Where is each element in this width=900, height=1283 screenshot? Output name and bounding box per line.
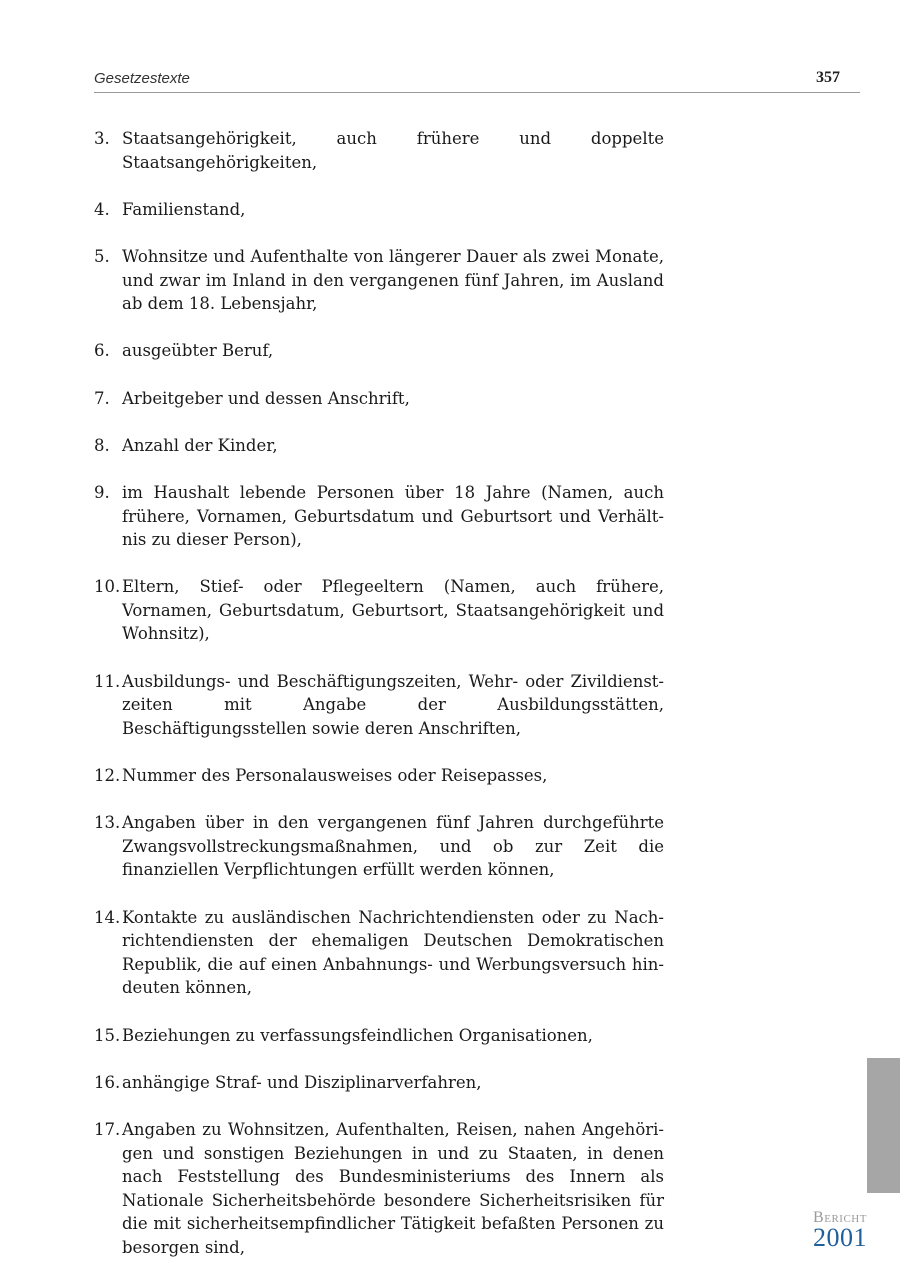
item-text: Staatsangehörigkeit, auch frühere und doppelte Staatsangehörigkeiten,: [122, 129, 664, 172]
item-number: 9.: [94, 482, 110, 502]
item-text: Ausbildungs- und Beschäftigungszeiten, Wehr- oder Zivildienstzeiten mit Angabe der Ausbildungsstätten, Beschäftigungsstellen sowie deren Anschriften,: [122, 671, 664, 738]
item-text: im Haushalt lebende Personen über 18 Jahre (Namen, auch frühere, Vornamen, Geburtsdatum und Geburtsort und Verhältnis zu dieser Person),: [122, 482, 664, 550]
item-number: 5.: [94, 246, 110, 266]
item-number: 3.: [94, 129, 110, 148]
report-logo: [800, 1210, 880, 1250]
item-number: 13.: [94, 813, 121, 833]
chapter-side-tab: [867, 1058, 900, 1193]
list-item: [94, 1118, 664, 1260]
item-text: Kontakte zu ausländischen Nachrichtendiensten oder zu Nachrichtendiensten der ehemaligen Deutschen Demokratischen Republik, die auf einen Anbahnungs- und Werbungsversuch hindeuten können,: [122, 907, 664, 998]
item-number: 6.: [94, 341, 110, 361]
item-text: Arbeitgeber und dessen Anschrift,: [122, 388, 410, 408]
item-text: Anzahl der Kinder,: [122, 435, 278, 455]
logo-word: Bericht: [813, 1209, 867, 1226]
item-number: 12.: [94, 766, 121, 786]
item-text: Nummer des Personalausweises oder Reisepasses,: [122, 766, 548, 786]
running-title: Gesetzestexte: [94, 70, 190, 87]
item-text: anhängige Straf- und Disziplinarverfahren,: [122, 1072, 482, 1092]
item-number: 15.: [94, 1025, 121, 1045]
item-number: 17.: [94, 1119, 121, 1139]
logo-year: 2001: [813, 1223, 867, 1252]
list-item: [94, 1024, 664, 1048]
page-number: 357: [816, 69, 840, 86]
list-item: [94, 764, 664, 788]
item-text: Angaben zu Wohnsitzen, Aufenthalten, Reisen, nahen Angehörigen und sonstigen Beziehungen in und zu Staaten, in denen nach Feststellung des Bundesministeriums des Innern als Nationale Sicherheitsbehörde besondere Sicherheitsrisiken für die mit sicherheitsempfindlicher Tätigkeit befaßten Personen zu besorgen sind,: [122, 1119, 664, 1257]
list-item: [94, 387, 664, 411]
list-item: [94, 670, 664, 741]
item-text: Wohnsitze und Aufenthalte von längerer Dauer als zwei Monate, und zwar im Inland in den vergangenen fünf Jahren, im Ausland ab dem 18. Lebensjahr,: [122, 246, 664, 314]
item-text: Angaben über in den vergangenen fünf Jahren durchgeführte Zwangsvollstreckungsmaßnahmen, und ob zur Zeit die finanziellen Verpflichtungen erfüllt werden können,: [122, 813, 664, 880]
item-number: 16.: [94, 1072, 121, 1092]
item-number: 8.: [94, 435, 110, 455]
list-item: [94, 811, 664, 882]
list-item: [94, 906, 664, 1000]
list-item: [94, 434, 664, 458]
list-item: [94, 1071, 664, 1095]
item-text: Eltern, Stief- oder Pflegeeltern (Namen, auch frühere, Vornamen, Geburtsdatum, Geburtsort, Staatsangehörigkeit und Wohnsitz),: [122, 577, 664, 644]
item-text: Beziehungen zu verfassungsfeindlichen Organisationen,: [122, 1025, 593, 1045]
page-header: [94, 70, 860, 93]
item-number: 11.: [94, 671, 121, 691]
list-item: [94, 481, 664, 552]
item-text: ausgeübter Beruf,: [122, 341, 274, 361]
list-item: [94, 339, 664, 363]
list-item: [94, 198, 664, 222]
list-item: [94, 127, 664, 174]
item-number: 4.: [94, 199, 110, 219]
list-item: [94, 575, 664, 646]
item-number: 10.: [94, 577, 121, 597]
item-number: 7.: [94, 388, 110, 408]
requirements-list: [94, 127, 664, 1283]
item-text: Familienstand,: [122, 199, 246, 219]
item-number: 14.: [94, 907, 121, 927]
list-item: [94, 245, 664, 316]
